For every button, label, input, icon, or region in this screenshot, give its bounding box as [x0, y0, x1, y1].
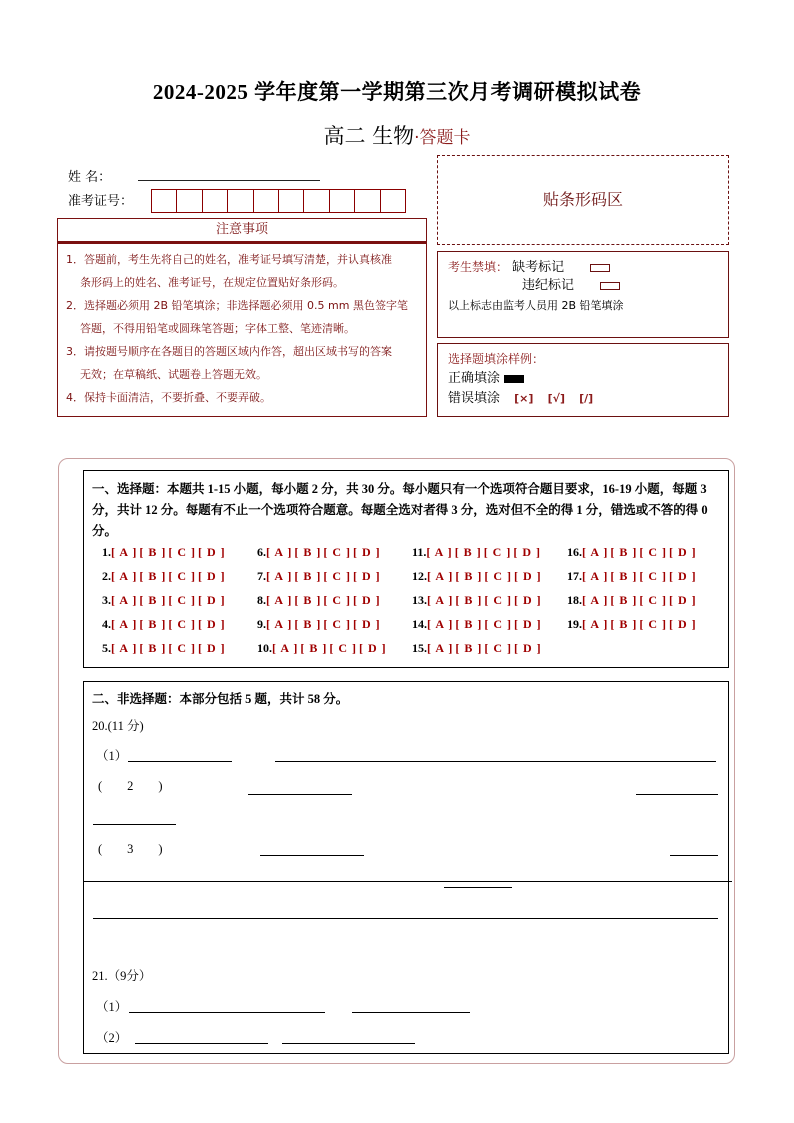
answer-blank[interactable]	[248, 794, 352, 795]
option-b[interactable]: [ B ]	[139, 545, 167, 559]
question-number: 8.	[257, 593, 266, 607]
option-d[interactable]: [ D ]	[198, 641, 226, 655]
answer-blank[interactable]	[636, 794, 718, 795]
answer-blank[interactable]	[135, 1043, 268, 1044]
answer-blank[interactable]	[129, 1012, 325, 1013]
q20-part1-label: （1）	[96, 749, 128, 763]
option-c[interactable]: [ C ]	[168, 641, 197, 655]
option-d[interactable]: [ D ]	[514, 617, 542, 631]
exam-id-digit-box[interactable]	[227, 189, 253, 213]
free-response-section	[83, 681, 729, 1054]
question-number: 1.	[102, 545, 111, 559]
option-d[interactable]: [ D ]	[353, 593, 381, 607]
question-number: 4.	[102, 617, 111, 631]
answer-blank[interactable]	[670, 855, 718, 856]
question-row	[412, 591, 544, 615]
q21-part1-label: （1）	[96, 1000, 128, 1014]
option-d[interactable]: [ D ]	[353, 569, 381, 583]
option-c[interactable]: [ C ]	[168, 545, 197, 559]
option-c[interactable]: [ C ]	[639, 569, 668, 583]
question-row	[567, 591, 699, 615]
answer-blank[interactable]	[282, 1043, 415, 1044]
wrong-mark-check: [√]	[547, 392, 565, 405]
exam-id-digit-box[interactable]	[278, 189, 304, 213]
exam-title: 2024-2025 学年度第一学期第三次月考调研模拟试卷	[152, 80, 642, 104]
fill-sample-label: 选择题填涂样例：	[448, 352, 545, 366]
name-field[interactable]	[138, 180, 320, 181]
notice-list	[57, 242, 427, 417]
notice-item	[66, 386, 418, 409]
proctor-note: 以上标志由监考人员用 2B 铅笔填涂	[448, 299, 624, 312]
answer-blank[interactable]	[260, 855, 364, 856]
question-row	[257, 567, 389, 591]
question-number: 12.	[412, 569, 427, 583]
question-number: 17.	[567, 569, 582, 583]
option-d[interactable]: [ D ]	[353, 545, 381, 559]
wrong-fill-label: 错误填涂	[448, 391, 501, 406]
question-row	[567, 543, 699, 567]
option-a[interactable]: [ A ]	[427, 641, 454, 655]
question-row	[257, 543, 389, 567]
question-row	[567, 615, 699, 639]
option-b[interactable]: [ B ]	[300, 641, 328, 655]
question-number: 18.	[567, 593, 582, 607]
option-b[interactable]: [ B ]	[455, 593, 483, 607]
q21-part2-label: （2）	[96, 1031, 128, 1045]
question-row	[102, 567, 228, 591]
option-b[interactable]: [ B ]	[455, 641, 483, 655]
option-d[interactable]: [ D ]	[669, 593, 697, 607]
question-row	[257, 639, 389, 663]
option-b[interactable]: [ B ]	[610, 569, 638, 583]
answer-blank[interactable]	[128, 761, 232, 762]
wrong-mark-slash: [/]	[579, 392, 594, 405]
option-b[interactable]: [ B ]	[294, 569, 322, 583]
option-c[interactable]: [ C ]	[639, 617, 668, 631]
correct-fill-label: 正确填涂	[448, 371, 501, 386]
option-b[interactable]: [ B ]	[294, 545, 322, 559]
notice-item	[66, 340, 418, 386]
question-number: 13.	[412, 593, 427, 607]
option-d[interactable]: [ D ]	[513, 545, 542, 559]
question-row	[412, 543, 544, 567]
notice-text: 条形码上的姓名、准考证号，在规定位置贴好条形码。	[80, 276, 344, 289]
option-b[interactable]: [ B ]	[139, 617, 167, 631]
option-d[interactable]: [ D ]	[198, 593, 226, 607]
q20-part2-label: ( 2 )	[98, 779, 163, 793]
question-number: 16.	[567, 545, 582, 559]
option-d[interactable]: [ D ]	[198, 617, 226, 631]
option-a[interactable]: [ A ]	[111, 593, 138, 607]
option-b[interactable]: [ B ]	[610, 545, 638, 559]
option-a[interactable]: [ A ]	[266, 617, 293, 631]
q20-part3-label: ( 3 )	[98, 842, 163, 856]
answer-blank[interactable]	[352, 1012, 470, 1013]
question-number: 10.	[257, 641, 272, 655]
option-c[interactable]: [ C ]	[323, 617, 352, 631]
exam-id-digit-box[interactable]	[380, 189, 406, 213]
option-c[interactable]: [ C ]	[639, 593, 668, 607]
option-d[interactable]: [ D ]	[514, 641, 542, 655]
option-c[interactable]: [ C ]	[323, 545, 352, 559]
exam-id-boxes[interactable]	[151, 189, 405, 213]
absent-mark-box[interactable]	[590, 264, 610, 272]
question-row	[257, 591, 389, 615]
option-d[interactable]: [ D ]	[353, 617, 381, 631]
option-a[interactable]: [ A ]	[427, 617, 454, 631]
question-number: 3.	[102, 593, 111, 607]
question-row	[567, 567, 699, 591]
option-c[interactable]: [ C ]	[323, 569, 352, 583]
proctor-only-label: 考生禁填：	[448, 260, 509, 274]
answer-blank[interactable]	[444, 887, 512, 888]
option-c[interactable]: [ C ]	[329, 641, 358, 655]
option-c[interactable]: [ C ]	[483, 545, 512, 559]
option-b[interactable]: [ B ]	[455, 617, 483, 631]
option-a[interactable]: [ A ]	[111, 617, 138, 631]
answer-divider	[84, 881, 732, 882]
option-a[interactable]: [ A ]	[266, 569, 293, 583]
notice-item	[66, 294, 418, 340]
option-a[interactable]: [ A ]	[111, 569, 138, 583]
proctor-marks-panel	[437, 251, 729, 338]
question-row	[257, 615, 389, 639]
option-a[interactable]: [ A ]	[266, 593, 293, 607]
wrong-mark-cross: [×]	[514, 392, 534, 405]
multiple-choice-section	[83, 470, 729, 668]
option-b[interactable]: [ B ]	[610, 593, 638, 607]
option-c[interactable]: [ C ]	[484, 617, 513, 631]
option-c[interactable]: [ C ]	[168, 569, 197, 583]
option-a[interactable]: [ A ]	[582, 593, 609, 607]
option-b[interactable]: [ B ]	[454, 545, 482, 559]
answer-blank[interactable]	[275, 761, 716, 762]
exam-id-digit-box[interactable]	[202, 189, 228, 213]
option-a[interactable]: [ A ]	[266, 545, 293, 559]
exam-id-digit-box[interactable]	[329, 189, 355, 213]
option-a[interactable]: [ A ]	[111, 545, 138, 559]
option-b[interactable]: [ B ]	[139, 641, 167, 655]
option-c[interactable]: [ C ]	[323, 593, 352, 607]
option-a[interactable]: [ A ]	[427, 593, 454, 607]
option-b[interactable]: [ B ]	[294, 617, 322, 631]
filled-box-icon	[504, 375, 524, 383]
free-response-heading: 二、非选择题：本部分包括 5 题，共计 58 分。	[92, 692, 349, 706]
absent-mark-label: 缺考标记	[512, 260, 565, 275]
question-row	[412, 615, 544, 639]
question-row	[412, 567, 544, 591]
choice-column	[412, 543, 544, 663]
question-number: 6.	[257, 545, 266, 559]
option-d[interactable]: [ D ]	[514, 569, 542, 583]
question-row	[102, 591, 228, 615]
notice-heading: 注意事项	[57, 218, 427, 242]
barcode-area[interactable]: 贴条形码区	[437, 155, 729, 245]
question-number: 14.	[412, 617, 427, 631]
option-c[interactable]: [ C ]	[484, 641, 513, 655]
choice-column	[257, 543, 389, 663]
notice-text: 1．答题前，考生先将自己的姓名，准考证号填写清楚，并认真核准	[66, 253, 392, 266]
option-b[interactable]: [ B ]	[610, 617, 638, 631]
option-a[interactable]: [ A ]	[582, 569, 609, 583]
option-a[interactable]: [ A ]	[582, 545, 609, 559]
q21-label: 21.（9分）	[92, 969, 152, 983]
exam-id-digit-box[interactable]	[176, 189, 202, 213]
option-d[interactable]: [ D ]	[669, 569, 697, 583]
exam-subtitle	[0, 120, 794, 150]
option-a[interactable]: [ A ]	[582, 617, 609, 631]
notice-item	[66, 248, 418, 294]
notice-text: 2．选择题必须用 2B 铅笔填涂；非选择题必须用 0.5 mm 黑色签字笔	[66, 299, 408, 312]
option-b[interactable]: [ B ]	[139, 569, 167, 583]
option-c[interactable]: [ C ]	[168, 593, 197, 607]
question-row	[102, 639, 228, 663]
exam-id-label: 准考证号：	[68, 194, 134, 209]
question-number: 7.	[257, 569, 266, 583]
option-d[interactable]: [ D ]	[198, 569, 226, 583]
name-label: 姓 名：	[68, 170, 112, 185]
question-number: 19.	[567, 617, 582, 631]
option-a[interactable]: [ A ]	[427, 569, 454, 583]
option-b[interactable]: [ B ]	[139, 593, 167, 607]
option-d[interactable]: [ D ]	[198, 545, 226, 559]
exam-id-digit-box[interactable]	[303, 189, 329, 213]
question-number: 9.	[257, 617, 266, 631]
question-row	[412, 639, 544, 663]
question-number: 2.	[102, 569, 111, 583]
exam-id-digit-box[interactable]	[354, 189, 380, 213]
question-number: 11.	[412, 545, 427, 559]
notice-text: 无效；在草稿纸、试题卷上答题无效。	[80, 368, 267, 381]
option-a[interactable]: [ A ]	[272, 641, 299, 655]
question-number: 15.	[412, 641, 427, 655]
option-c[interactable]: [ C ]	[168, 617, 197, 631]
notice-text: 4．保持卡面清洁，不要折叠、不要弄破。	[66, 391, 271, 404]
answer-blank[interactable]	[93, 918, 718, 919]
option-d[interactable]: [ D ]	[359, 641, 387, 655]
choice-column	[102, 543, 228, 663]
question-row	[102, 543, 228, 567]
option-c[interactable]: [ C ]	[484, 593, 513, 607]
option-b[interactable]: [ B ]	[294, 593, 322, 607]
violation-mark-label: 违纪标记	[522, 278, 575, 293]
answer-card-label: ·答题卡	[414, 128, 471, 148]
option-a[interactable]: [ A ]	[111, 641, 138, 655]
option-d[interactable]: [ D ]	[669, 617, 697, 631]
subject-label: 高二 生物	[323, 124, 415, 148]
question-number: 5.	[102, 641, 111, 655]
fill-sample-panel	[437, 343, 729, 417]
multiple-choice-instructions: 一、选择题：本题共 1-15 小题，每小题 2 分，共 30 分。每小题只有一个选项符合题目要求，16-19 小题，每题 3 分，共计 12 分。每题有不止一个选项符合题意。每题全选对者得 3 分，选对但不全的得 1 分，错选或不答的得 0 分。	[92, 482, 708, 538]
option-c[interactable]: [ C ]	[639, 545, 668, 559]
option-b[interactable]: [ B ]	[455, 569, 483, 583]
notice-text: 答题，不得用铅笔或圆珠笔答题；字体工整、笔迹清晰。	[80, 322, 355, 335]
option-d[interactable]: [ D ]	[514, 593, 542, 607]
choice-column	[567, 543, 699, 639]
option-c[interactable]: [ C ]	[484, 569, 513, 583]
option-d[interactable]: [ D ]	[669, 545, 697, 559]
exam-id-digit-box[interactable]	[253, 189, 279, 213]
option-a[interactable]: [ A ]	[426, 545, 453, 559]
q20-label: 20.(11 分)	[92, 719, 144, 733]
exam-id-digit-box[interactable]	[151, 189, 177, 213]
notice-text: 3．请按题号顺序在各题目的答题区域内作答，超出区域书写的答案	[66, 345, 392, 358]
question-row	[102, 615, 228, 639]
answer-blank[interactable]	[93, 824, 176, 825]
violation-mark-box[interactable]	[600, 282, 620, 290]
